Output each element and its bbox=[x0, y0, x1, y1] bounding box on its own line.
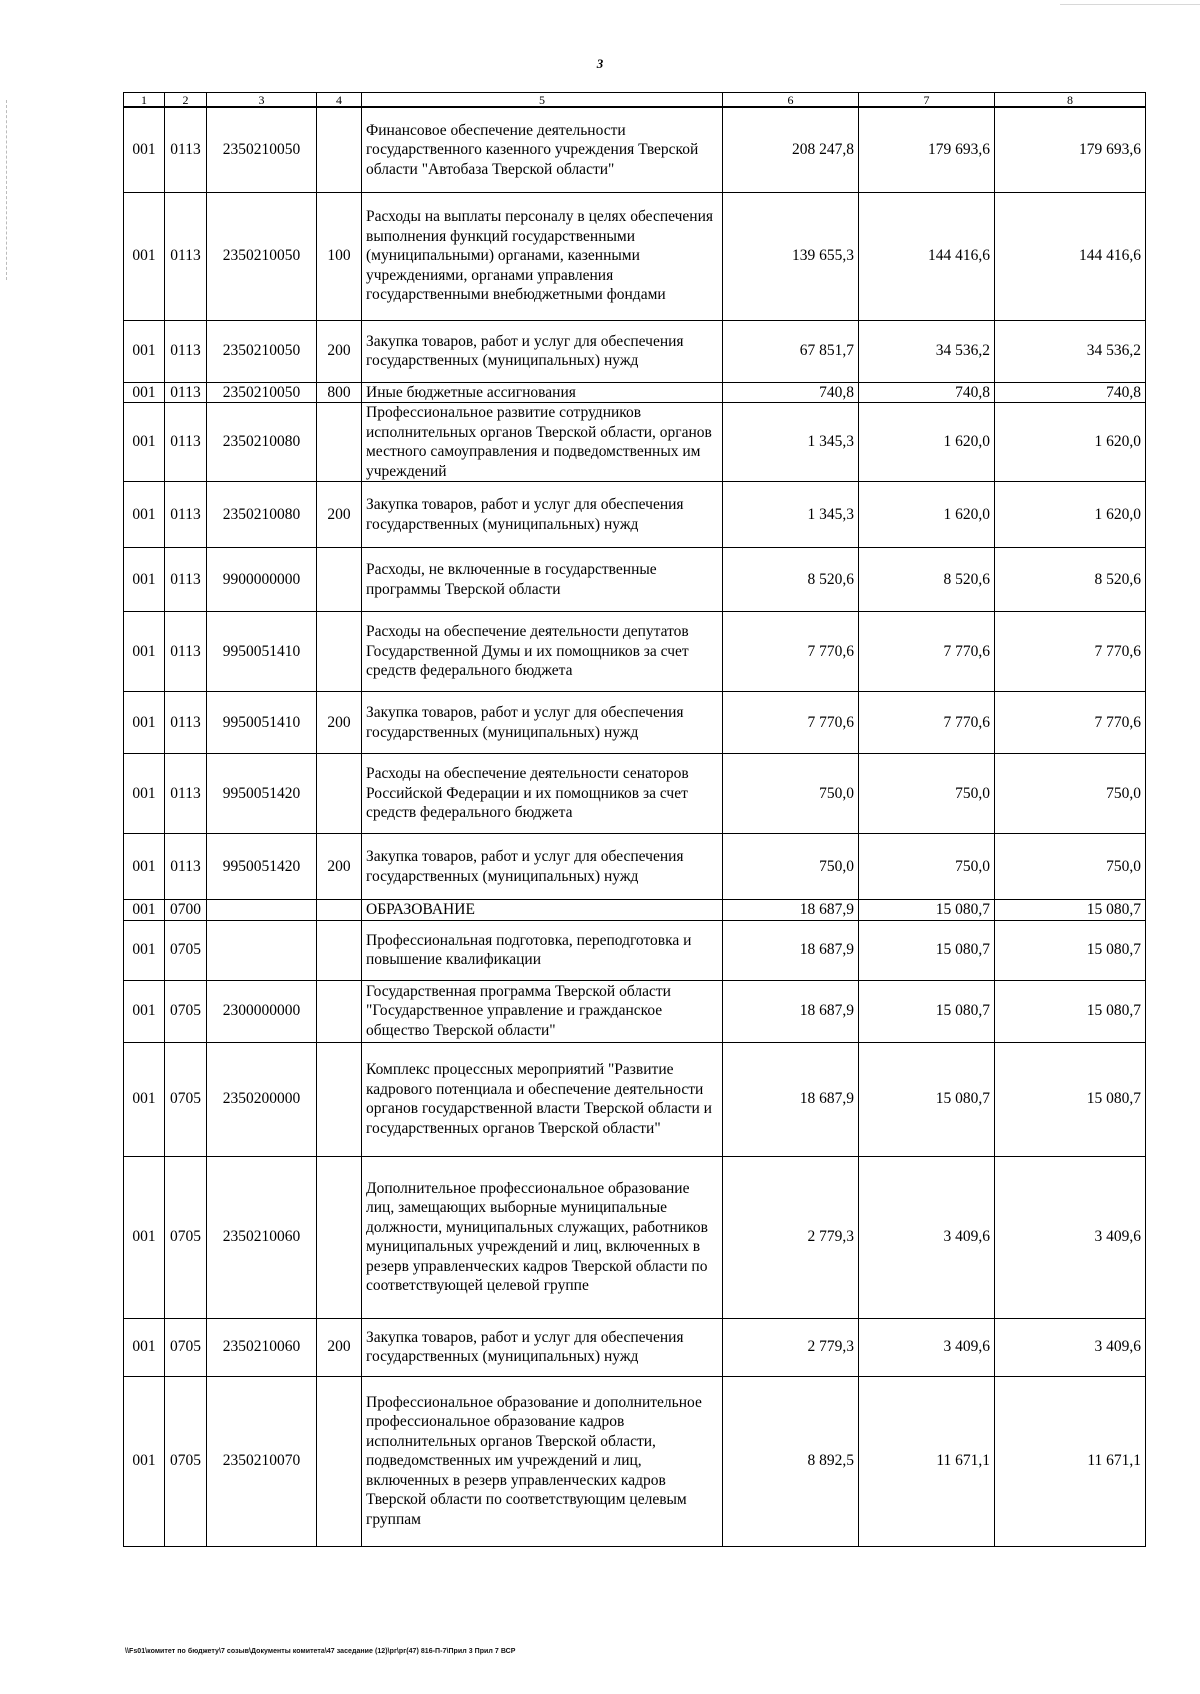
cell-amount-col8: 15 080,7 bbox=[995, 980, 1146, 1042]
cell-expense-type bbox=[317, 107, 362, 192]
cell-amount-col7: 15 080,7 bbox=[859, 900, 995, 921]
table-row bbox=[124, 1376, 1146, 1546]
cell-target-article: 2350210070 bbox=[207, 1376, 317, 1546]
cell-expense-type bbox=[317, 1156, 362, 1318]
cell-expense-type: 200 bbox=[317, 834, 362, 900]
table-row bbox=[124, 754, 1146, 834]
cell-expense-type bbox=[317, 1376, 362, 1546]
cell-description: Расходы на обеспечение деятельности депутатов Государственной Думы и их помощников за счет средств федерального бюджета bbox=[362, 612, 723, 692]
cell-section: 0113 bbox=[165, 382, 207, 403]
cell-target-article: 2300000000 bbox=[207, 980, 317, 1042]
cell-amount-col8: 15 080,7 bbox=[995, 1042, 1146, 1156]
cell-description: Расходы, не включенные в государственные программы Тверской области bbox=[362, 548, 723, 612]
cell-target-article: 2350210050 bbox=[207, 192, 317, 320]
cell-amount-col6: 1 345,3 bbox=[723, 403, 859, 482]
cell-amount-col6: 750,0 bbox=[723, 754, 859, 834]
cell-amount-col6: 2 779,3 bbox=[723, 1318, 859, 1376]
cell-amount-col8: 179 693,6 bbox=[995, 107, 1146, 192]
cell-amount-col8: 740,8 bbox=[995, 382, 1146, 403]
table-row bbox=[124, 192, 1146, 320]
cell-expense-type bbox=[317, 920, 362, 980]
cell-amount-col7: 3 409,6 bbox=[859, 1318, 995, 1376]
cell-target-article: 9950051410 bbox=[207, 692, 317, 754]
header-col-5: 5 bbox=[362, 93, 723, 108]
cell-expense-type bbox=[317, 612, 362, 692]
cell-amount-col6: 18 687,9 bbox=[723, 980, 859, 1042]
cell-amount-col7: 8 520,6 bbox=[859, 548, 995, 612]
table-row bbox=[124, 482, 1146, 548]
cell-section: 0113 bbox=[165, 612, 207, 692]
cell-amount-col7: 3 409,6 bbox=[859, 1156, 995, 1318]
cell-description: Закупка товаров, работ и услуг для обеспечения государственных (муниципальных) нужд bbox=[362, 692, 723, 754]
cell-description: Расходы на обеспечение деятельности сенаторов Российской Федерации и их помощников за счет средств федерального бюджета bbox=[362, 754, 723, 834]
cell-ministry: 001 bbox=[124, 920, 165, 980]
cell-ministry: 001 bbox=[124, 754, 165, 834]
cell-description: Профессиональная подготовка, переподготовка и повышение квалификации bbox=[362, 920, 723, 980]
table-row bbox=[124, 320, 1146, 382]
cell-expense-type: 200 bbox=[317, 692, 362, 754]
cell-ministry: 001 bbox=[124, 980, 165, 1042]
table-row bbox=[124, 403, 1146, 482]
cell-section: 0705 bbox=[165, 1156, 207, 1318]
header-col-1: 1 bbox=[124, 93, 165, 108]
cell-section: 0705 bbox=[165, 920, 207, 980]
cell-ministry: 001 bbox=[124, 692, 165, 754]
cell-amount-col6: 750,0 bbox=[723, 834, 859, 900]
header-col-4: 4 bbox=[317, 93, 362, 108]
cell-target-article: 2350210060 bbox=[207, 1318, 317, 1376]
cell-amount-col8: 11 671,1 bbox=[995, 1376, 1146, 1546]
cell-ministry: 001 bbox=[124, 548, 165, 612]
header-col-2: 2 bbox=[165, 93, 207, 108]
cell-expense-type bbox=[317, 980, 362, 1042]
budget-table bbox=[123, 92, 1146, 1547]
cell-target-article bbox=[207, 920, 317, 980]
cell-amount-col7: 34 536,2 bbox=[859, 320, 995, 382]
cell-amount-col7: 740,8 bbox=[859, 382, 995, 403]
cell-amount-col7: 144 416,6 bbox=[859, 192, 995, 320]
cell-description: Финансовое обеспечение деятельности государственного казенного учреждения Тверской области "Автобаза Тверской области" bbox=[362, 107, 723, 192]
cell-amount-col6: 740,8 bbox=[723, 382, 859, 403]
cell-amount-col6: 67 851,7 bbox=[723, 320, 859, 382]
header-col-7: 7 bbox=[859, 93, 995, 108]
cell-section: 0705 bbox=[165, 980, 207, 1042]
budget-table-container bbox=[123, 92, 1145, 1547]
cell-amount-col8: 1 620,0 bbox=[995, 403, 1146, 482]
table-row bbox=[124, 834, 1146, 900]
scan-edge-line bbox=[1060, 4, 1200, 5]
cell-description: Расходы на выплаты персоналу в целях обеспечения выполнения функций государственными (муниципальными) органами, казенными учреждениями, органами управления государственными внебюджетными фондами bbox=[362, 192, 723, 320]
cell-section: 0113 bbox=[165, 192, 207, 320]
cell-amount-col7: 7 770,6 bbox=[859, 612, 995, 692]
table-row bbox=[124, 382, 1146, 403]
cell-description: Профессиональное развитие сотрудников исполнительных органов Тверской области, органов местного самоуправления и подведомственных им учреждений bbox=[362, 403, 723, 482]
cell-amount-col7: 15 080,7 bbox=[859, 1042, 995, 1156]
cell-amount-col6: 7 770,6 bbox=[723, 692, 859, 754]
cell-section: 0705 bbox=[165, 1318, 207, 1376]
cell-amount-col6: 208 247,8 bbox=[723, 107, 859, 192]
cell-amount-col7: 1 620,0 bbox=[859, 403, 995, 482]
cell-target-article: 9950051420 bbox=[207, 754, 317, 834]
cell-expense-type: 200 bbox=[317, 482, 362, 548]
cell-target-article: 9950051410 bbox=[207, 612, 317, 692]
table-row bbox=[124, 1042, 1146, 1156]
cell-ministry: 001 bbox=[124, 612, 165, 692]
cell-amount-col8: 7 770,6 bbox=[995, 612, 1146, 692]
cell-expense-type: 800 bbox=[317, 382, 362, 403]
cell-amount-col7: 750,0 bbox=[859, 834, 995, 900]
table-row bbox=[124, 1318, 1146, 1376]
cell-amount-col7: 15 080,7 bbox=[859, 980, 995, 1042]
cell-description: ОБРАЗОВАНИЕ bbox=[362, 900, 723, 921]
cell-amount-col6: 2 779,3 bbox=[723, 1156, 859, 1318]
cell-target-article: 9900000000 bbox=[207, 548, 317, 612]
cell-section: 0705 bbox=[165, 1042, 207, 1156]
cell-section: 0113 bbox=[165, 320, 207, 382]
cell-ministry: 001 bbox=[124, 834, 165, 900]
cell-amount-col8: 1 620,0 bbox=[995, 482, 1146, 548]
cell-expense-type: 200 bbox=[317, 1318, 362, 1376]
cell-description: Закупка товаров, работ и услуг для обеспечения государственных (муниципальных) нужд bbox=[362, 1318, 723, 1376]
cell-amount-col6: 18 687,9 bbox=[723, 900, 859, 921]
cell-section: 0113 bbox=[165, 548, 207, 612]
cell-description: Иные бюджетные ассигнования bbox=[362, 382, 723, 403]
cell-amount-col8: 3 409,6 bbox=[995, 1156, 1146, 1318]
header-col-6: 6 bbox=[723, 93, 859, 108]
cell-amount-col6: 18 687,9 bbox=[723, 1042, 859, 1156]
cell-ministry: 001 bbox=[124, 1156, 165, 1318]
cell-expense-type bbox=[317, 900, 362, 921]
cell-amount-col6: 139 655,3 bbox=[723, 192, 859, 320]
cell-amount-col6: 18 687,9 bbox=[723, 920, 859, 980]
cell-section: 0113 bbox=[165, 754, 207, 834]
cell-expense-type: 200 bbox=[317, 320, 362, 382]
scan-margin-marks bbox=[6, 100, 9, 280]
cell-ministry: 001 bbox=[124, 107, 165, 192]
cell-description: Профессиональное образование и дополнительное профессиональное образование кадров исполнительных органов Тверской области, подведомственных им учреждений и лиц, включенных в резерв управленческих кадров Тверской области по соответствующим целевым группам bbox=[362, 1376, 723, 1546]
cell-expense-type: 100 bbox=[317, 192, 362, 320]
cell-amount-col7: 179 693,6 bbox=[859, 107, 995, 192]
cell-ministry: 001 bbox=[124, 482, 165, 548]
cell-amount-col8: 750,0 bbox=[995, 754, 1146, 834]
cell-amount-col6: 1 345,3 bbox=[723, 482, 859, 548]
cell-section: 0700 bbox=[165, 900, 207, 921]
cell-target-article: 2350210050 bbox=[207, 320, 317, 382]
cell-description: Закупка товаров, работ и услуг для обеспечения государственных (муниципальных) нужд bbox=[362, 320, 723, 382]
table-header-row bbox=[124, 93, 1146, 108]
cell-amount-col8: 7 770,6 bbox=[995, 692, 1146, 754]
table-row bbox=[124, 920, 1146, 980]
cell-ministry: 001 bbox=[124, 192, 165, 320]
cell-amount-col8: 15 080,7 bbox=[995, 920, 1146, 980]
cell-ministry: 001 bbox=[124, 1318, 165, 1376]
table-row bbox=[124, 900, 1146, 921]
cell-target-article: 2350200000 bbox=[207, 1042, 317, 1156]
cell-amount-col6: 8 520,6 bbox=[723, 548, 859, 612]
cell-section: 0113 bbox=[165, 403, 207, 482]
cell-section: 0113 bbox=[165, 834, 207, 900]
table-row bbox=[124, 548, 1146, 612]
footer-file-path: \\Fs01\комитет по бюджету\7 созыв\Документы комитета\47 заседание (12)\рг\рг(47) 816-П-7\Прил 3 Прил 7 ВСР bbox=[125, 1648, 516, 1655]
table-row bbox=[124, 980, 1146, 1042]
cell-amount-col7: 7 770,6 bbox=[859, 692, 995, 754]
cell-target-article: 2350210050 bbox=[207, 107, 317, 192]
cell-expense-type bbox=[317, 548, 362, 612]
cell-description: Комплекс процессных мероприятий "Развитие кадрового потенциала и обеспечение деятельности органов государственной власти Тверской области и государственных органов Тверской области" bbox=[362, 1042, 723, 1156]
cell-target-article bbox=[207, 900, 317, 921]
table-row bbox=[124, 612, 1146, 692]
cell-target-article: 2350210060 bbox=[207, 1156, 317, 1318]
cell-amount-col8: 750,0 bbox=[995, 834, 1146, 900]
header-col-3: 3 bbox=[207, 93, 317, 108]
table-row bbox=[124, 692, 1146, 754]
cell-description: Закупка товаров, работ и услуг для обеспечения государственных (муниципальных) нужд bbox=[362, 482, 723, 548]
cell-ministry: 001 bbox=[124, 1376, 165, 1546]
cell-amount-col7: 11 671,1 bbox=[859, 1376, 995, 1546]
cell-ministry: 001 bbox=[124, 403, 165, 482]
header-col-8: 8 bbox=[995, 93, 1146, 108]
table-row bbox=[124, 1156, 1146, 1318]
cell-amount-col7: 750,0 bbox=[859, 754, 995, 834]
page-number: 3 bbox=[596, 56, 604, 71]
cell-section: 0113 bbox=[165, 692, 207, 754]
cell-amount-col8: 34 536,2 bbox=[995, 320, 1146, 382]
cell-ministry: 001 bbox=[124, 320, 165, 382]
cell-expense-type bbox=[317, 403, 362, 482]
cell-ministry: 001 bbox=[124, 1042, 165, 1156]
cell-target-article: 2350210080 bbox=[207, 482, 317, 548]
cell-ministry: 001 bbox=[124, 900, 165, 921]
cell-description: Дополнительное профессиональное образование лиц, замещающих выборные муниципальные должности, муниципальных служащих, работников муниципальных учреждений и лиц, включенных в резерв управленческих кадров Тверской области по соответствующей целевой группе bbox=[362, 1156, 723, 1318]
cell-amount-col8: 8 520,6 bbox=[995, 548, 1146, 612]
cell-section: 0113 bbox=[165, 482, 207, 548]
table-row bbox=[124, 107, 1146, 192]
cell-section: 0705 bbox=[165, 1376, 207, 1546]
cell-amount-col8: 15 080,7 bbox=[995, 900, 1146, 921]
cell-amount-col7: 1 620,0 bbox=[859, 482, 995, 548]
cell-amount-col6: 8 892,5 bbox=[723, 1376, 859, 1546]
cell-amount-col6: 7 770,6 bbox=[723, 612, 859, 692]
cell-amount-col8: 3 409,6 bbox=[995, 1318, 1146, 1376]
cell-expense-type bbox=[317, 754, 362, 834]
cell-target-article: 9950051420 bbox=[207, 834, 317, 900]
cell-ministry: 001 bbox=[124, 382, 165, 403]
cell-expense-type bbox=[317, 1042, 362, 1156]
cell-target-article: 2350210050 bbox=[207, 382, 317, 403]
cell-description: Государственная программа Тверской области "Государственное управление и гражданское общество Тверской области" bbox=[362, 980, 723, 1042]
cell-section: 0113 bbox=[165, 107, 207, 192]
cell-target-article: 2350210080 bbox=[207, 403, 317, 482]
cell-amount-col7: 15 080,7 bbox=[859, 920, 995, 980]
cell-amount-col8: 144 416,6 bbox=[995, 192, 1146, 320]
cell-description: Закупка товаров, работ и услуг для обеспечения государственных (муниципальных) нужд bbox=[362, 834, 723, 900]
